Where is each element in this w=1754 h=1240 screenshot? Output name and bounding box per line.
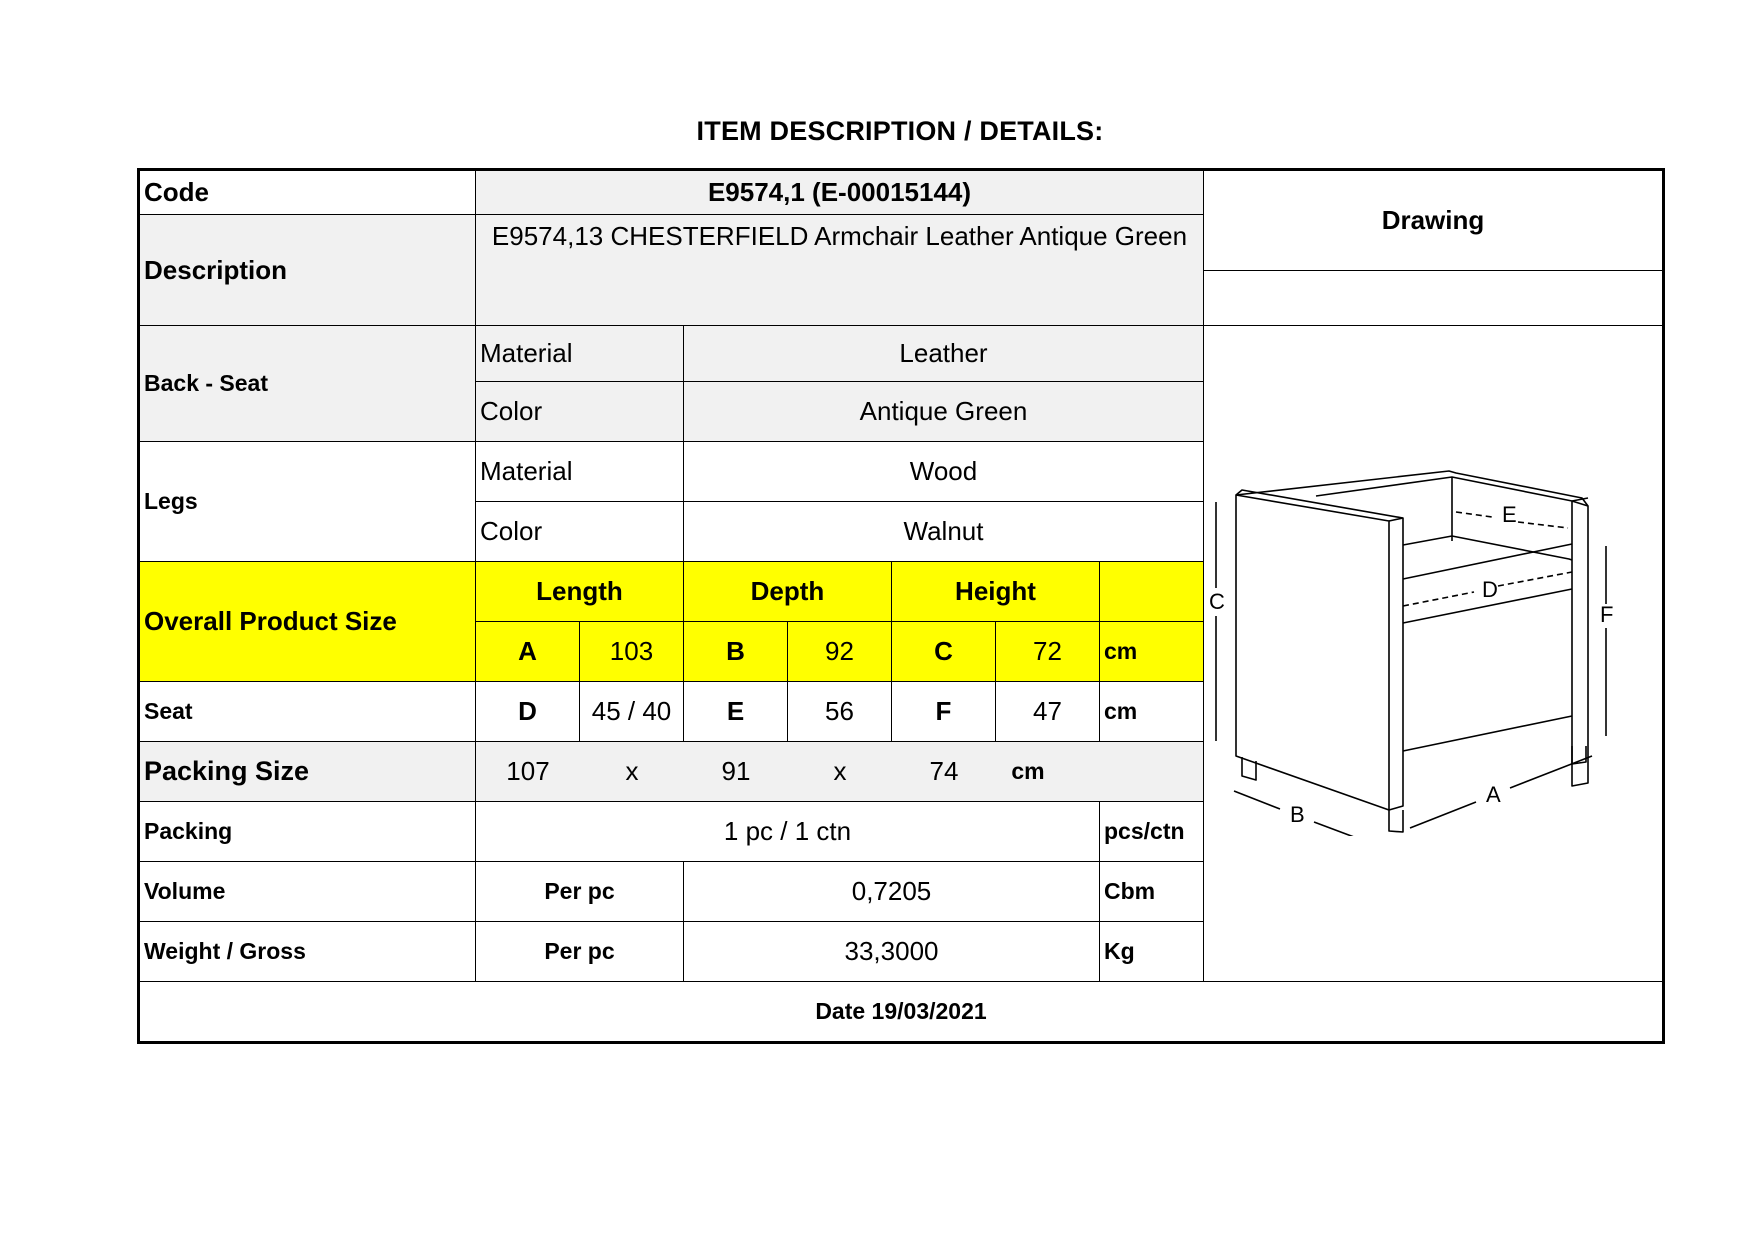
legs-material-value: Wood xyxy=(684,442,1204,502)
drawing-label-b: B xyxy=(1290,802,1305,827)
dim-c-label: C xyxy=(892,622,996,682)
description-value: E9574,13 CHESTERFIELD Armchair Leather Antique Green xyxy=(491,221,1188,251)
dim-b-label: B xyxy=(684,622,788,682)
seat-unit: cm xyxy=(1100,682,1204,742)
drawing-subheader xyxy=(1204,271,1662,326)
volume-value: 0,7205 xyxy=(684,862,1100,922)
packing-value: 1 pc / 1 ctn xyxy=(476,802,1100,862)
back-seat-color-value: Antique Green xyxy=(684,382,1204,442)
page-title: ITEM DESCRIPTION / DETAILS: xyxy=(696,116,1104,146)
volume-label: Volume xyxy=(140,862,476,922)
code-value: E9574,1 (E-00015144) xyxy=(476,171,1204,215)
legs-label: Legs xyxy=(140,442,476,562)
packing-size-cell xyxy=(476,742,1204,802)
back-seat-color-label: Color xyxy=(476,382,684,442)
legs-color-value: Walnut xyxy=(684,502,1204,562)
weight-unit: Kg xyxy=(1100,922,1204,982)
seat-label: Seat xyxy=(140,682,476,742)
dim-c-value: 72 xyxy=(996,622,1100,682)
back-seat-material-value: Leather xyxy=(684,326,1204,382)
overall-size-label: Overall Product Size xyxy=(140,562,476,682)
height-header: Height xyxy=(892,562,1100,622)
dim-a-label: A xyxy=(476,622,580,682)
legs-color-label: Color xyxy=(476,502,684,562)
dim-a-value: 103 xyxy=(580,622,684,682)
dim-e-label: E xyxy=(684,682,788,742)
dim-b-value: 92 xyxy=(788,622,892,682)
volume-unit: Cbm xyxy=(1100,862,1204,922)
armchair-dimension-drawing xyxy=(1206,416,1662,836)
length-header: Length xyxy=(476,562,684,622)
back-seat-material-label: Material xyxy=(476,326,684,382)
dim-d-value: 45 / 40 xyxy=(580,682,684,742)
packing-width: 91 xyxy=(721,756,751,786)
packing-unit: pcs/ctn xyxy=(1100,802,1204,862)
description-cell xyxy=(476,215,1204,326)
packing-x2: x xyxy=(833,756,847,786)
dim-e-value: 56 xyxy=(788,682,892,742)
description-label: Description xyxy=(140,215,476,326)
packing-height: 74 xyxy=(929,756,959,786)
dim-f-value: 47 xyxy=(996,682,1100,742)
packing-length: 107 xyxy=(506,756,550,786)
weight-value: 33,3000 xyxy=(684,922,1100,982)
overall-unit: cm xyxy=(1100,622,1204,682)
back-seat-label: Back - Seat xyxy=(140,326,476,442)
packing-size-unit: cm xyxy=(1011,758,1045,784)
drawing-label-d: D xyxy=(1482,577,1498,602)
weight-label: Weight / Gross xyxy=(140,922,476,982)
drawing-label-f: F xyxy=(1600,602,1614,627)
packing-x1: x xyxy=(625,756,639,786)
packing-label: Packing xyxy=(140,802,476,862)
packing-size-label: Packing Size xyxy=(140,742,476,802)
drawing-label-a: A xyxy=(1486,782,1501,807)
depth-header: Depth xyxy=(684,562,892,622)
volume-per: Per pc xyxy=(476,862,684,922)
code-label: Code xyxy=(140,171,476,215)
legs-material-label: Material xyxy=(476,442,684,502)
date-footer: Date 19/03/2021 xyxy=(140,982,1662,1041)
dim-d-label: D xyxy=(476,682,580,742)
drawing-label-c: C xyxy=(1209,589,1225,614)
weight-per: Per pc xyxy=(476,922,684,982)
overall-blank-header xyxy=(1100,562,1204,622)
drawing-header: Drawing xyxy=(1204,171,1662,271)
drawing-label-e: E xyxy=(1502,502,1517,527)
dim-f-label: F xyxy=(892,682,996,742)
spec-sheet-table xyxy=(137,168,1665,1044)
